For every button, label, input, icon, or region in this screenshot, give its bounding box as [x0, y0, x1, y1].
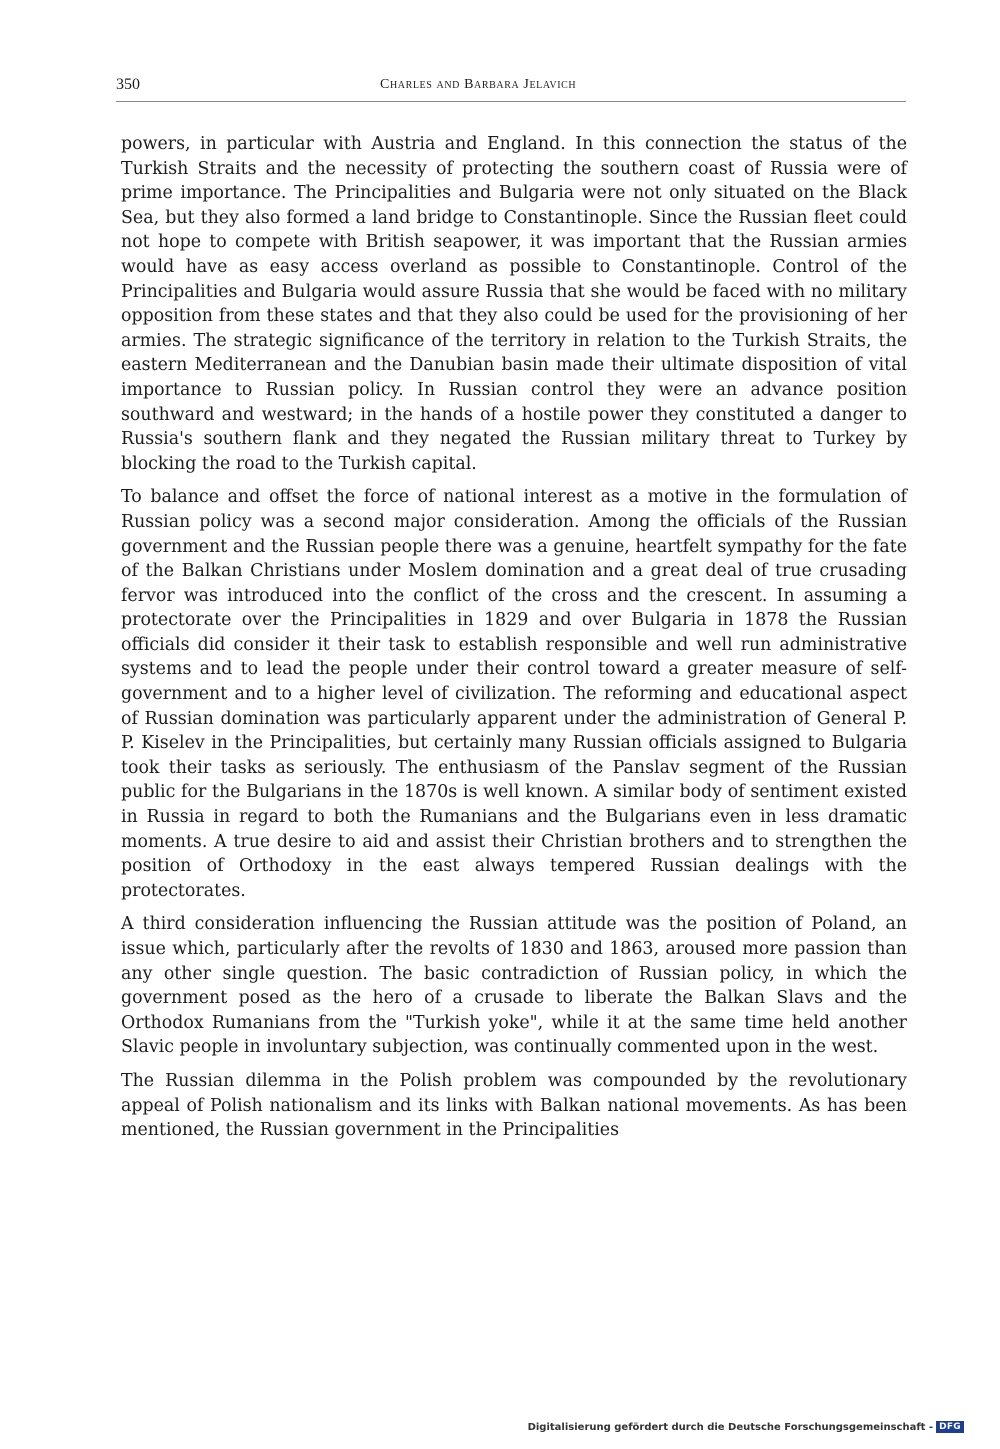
credit-text: Digitalisierung gefördert durch die Deutsche Forschungsgemeinschaft -: [527, 1421, 934, 1433]
running-head: Charles and Barbara Jelavich: [380, 77, 577, 92]
page-header: [116, 76, 906, 102]
page-number: 350: [116, 76, 140, 93]
body-text: [121, 132, 907, 1152]
digitization-credit: [528, 1421, 964, 1433]
paragraph: The Russian dilemma in the Polish problem was compounded by the revolutionary appeal of Polish nationalism and its links with Balkan national movements. As has been mentioned, the Russian government in the Principalities: [121, 1070, 907, 1141]
paragraph: A third consideration influencing the Russian attitude was the position of Poland, an issue which, particularly after the revolts of 1830 and 1863, aroused more passion than any other single question. The basic contradiction of Russian policy, in which the government posed as the hero of a crusade to liberate the Balkan Slavs and the Orthodox Rumanians from the "Turkish yoke", while it at the same time held another Slavic people in involuntary subjection, was continually commented upon in the west.: [121, 914, 907, 1058]
paragraph: powers, in particular with Austria and England. In this connection the status of the Turkish Straits and the necessity of protecting the southern coast of Russia were of prime importance. The Principalities and Bulgaria were not only situated on the Black Sea, but they also formed a land bridge to Constantinople. Since the Russian fleet could not hope to compete with British seapower, it was important that the Russian armies would have as easy access overland as possible to Constantinople. Control of the Principalities and Bulgaria would assure Russia that she would be faced with no military opposition from these states and that they also could be used for the provisioning of her armies. The strategic significance of the territory in relation to the Turkish Straits, the eastern Mediterranean and the Danubian basin made their ultimate disposition of vital importance to Russian policy. In Russian control they were an advance position southward and westward; in the hands of a hostile power they constituted a danger to Russia's southern flank and they negated the Russian military threat to Turkey by blocking the road to the Turkish capital.: [121, 134, 907, 474]
header-rule: [116, 101, 906, 102]
paragraph: To balance and offset the force of national interest as a motive in the formulation of Russian policy was a second major consideration. Among the officials of the Russian government and the Russian people there was a genuine, heartfelt sympathy for the fate of the Balkan Christians under Moslem domination and a great deal of true crusading fervor was introduced into the conflict of the cross and the crescent. In assuming a protectorate over the Principalities in 1829 and over Bulgaria in 1878 the Russian officials did consider it their task to establish responsible and well run administrative systems and to lead the people under their control toward a greater measure of self-government and to a higher level of civilization. The reforming and educational aspect of Russian domination was particularly apparent under the administration of General P. P. Kiselev in the Principalities, but certainly many Russian officials assigned to Bulgaria took their tasks as seriously. The enthusiasm of the Panslav segment of the Russian public for the Bulgarians in the 1870s is well known. A similar body of sentiment existed in Russia in regard to both the Rumanians and the Bulgarians even in less dramatic moments. A true desire to aid and assist their Christian brothers and to strengthen the position of Orthodoxy in the east always tempered Russian dealings with the protectorates.: [121, 487, 907, 901]
dfg-logo: DFG: [936, 1421, 964, 1433]
